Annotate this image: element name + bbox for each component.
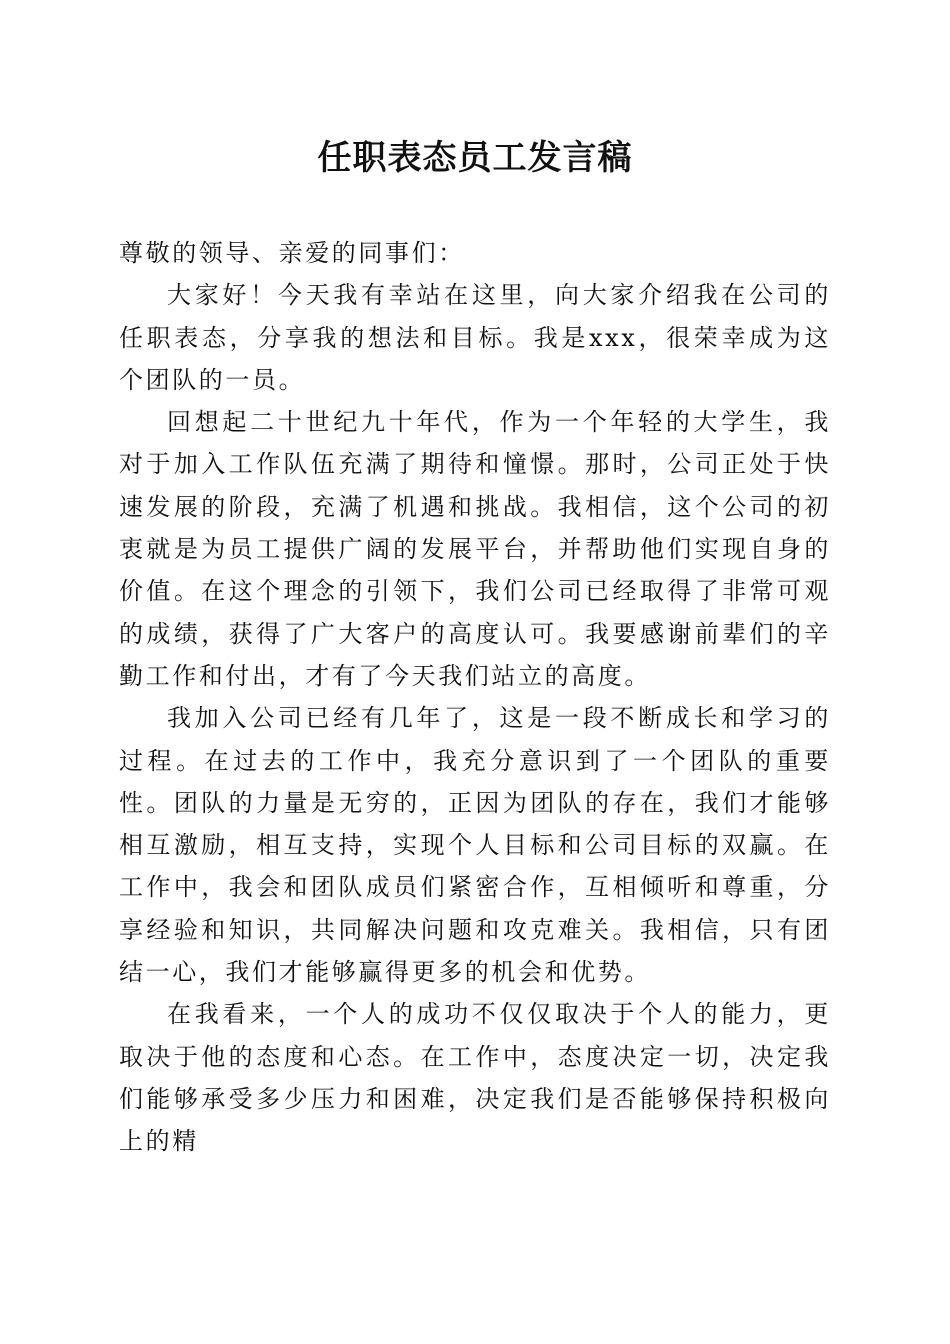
paragraph-history: 回想起二十世纪九十年代，作为一个年轻的大学生，我对于加入工作队伍充满了期待和憧憬。那时，公司正处于快速发展的阶段，充满了机遇和挑战。我相信，这个公司的初衷就是为员工提供广阔的发展平台，并帮助他们实现自身的价值。在这个理念的引领下，我们公司已经取得了非常可观的成绩，获得了广大客户的高度认可。我要感谢前辈们的辛勤工作和付出，才有了今天我们站立的高度。 [119, 408, 831, 690]
document-title: 任职表态员工发言稿 [317, 138, 633, 178]
document-body [119, 232, 831, 1163]
salutation: 尊敬的领导、亲爱的同事们： [119, 239, 465, 267]
paragraph-attitude: 在我看来，一个人的成功不仅仅取决于个人的能力，更取决于他的态度和心态。在工作中，态度决定一切，决定我们能够承受多少压力和困难，决定我们是否能够保持积极向上的精 [119, 1000, 831, 1156]
paragraph-greeting: 大家好！今天我有幸站在这里，向大家介绍我在公司的任职表态，分享我的想法和目标。我是xxx，很荣幸成为这个团队的一员。 [119, 281, 831, 394]
paragraph-teamwork: 我加入公司已经有几年了，这是一段不断成长和学习的过程。在过去的工作中，我充分意识到了一个团队的重要性。团队的力量是无穷的，正因为团队的存在，我们才能够相互激励，相互支持，实现个人目标和公司目标的双赢。在工作中，我会和团队成员们紧密合作，互相倾听和尊重，分享经验和知识，共同解决问题和攻克难关。我相信，只有团结一心，我们才能够赢得更多的机会和优势。 [119, 704, 831, 987]
